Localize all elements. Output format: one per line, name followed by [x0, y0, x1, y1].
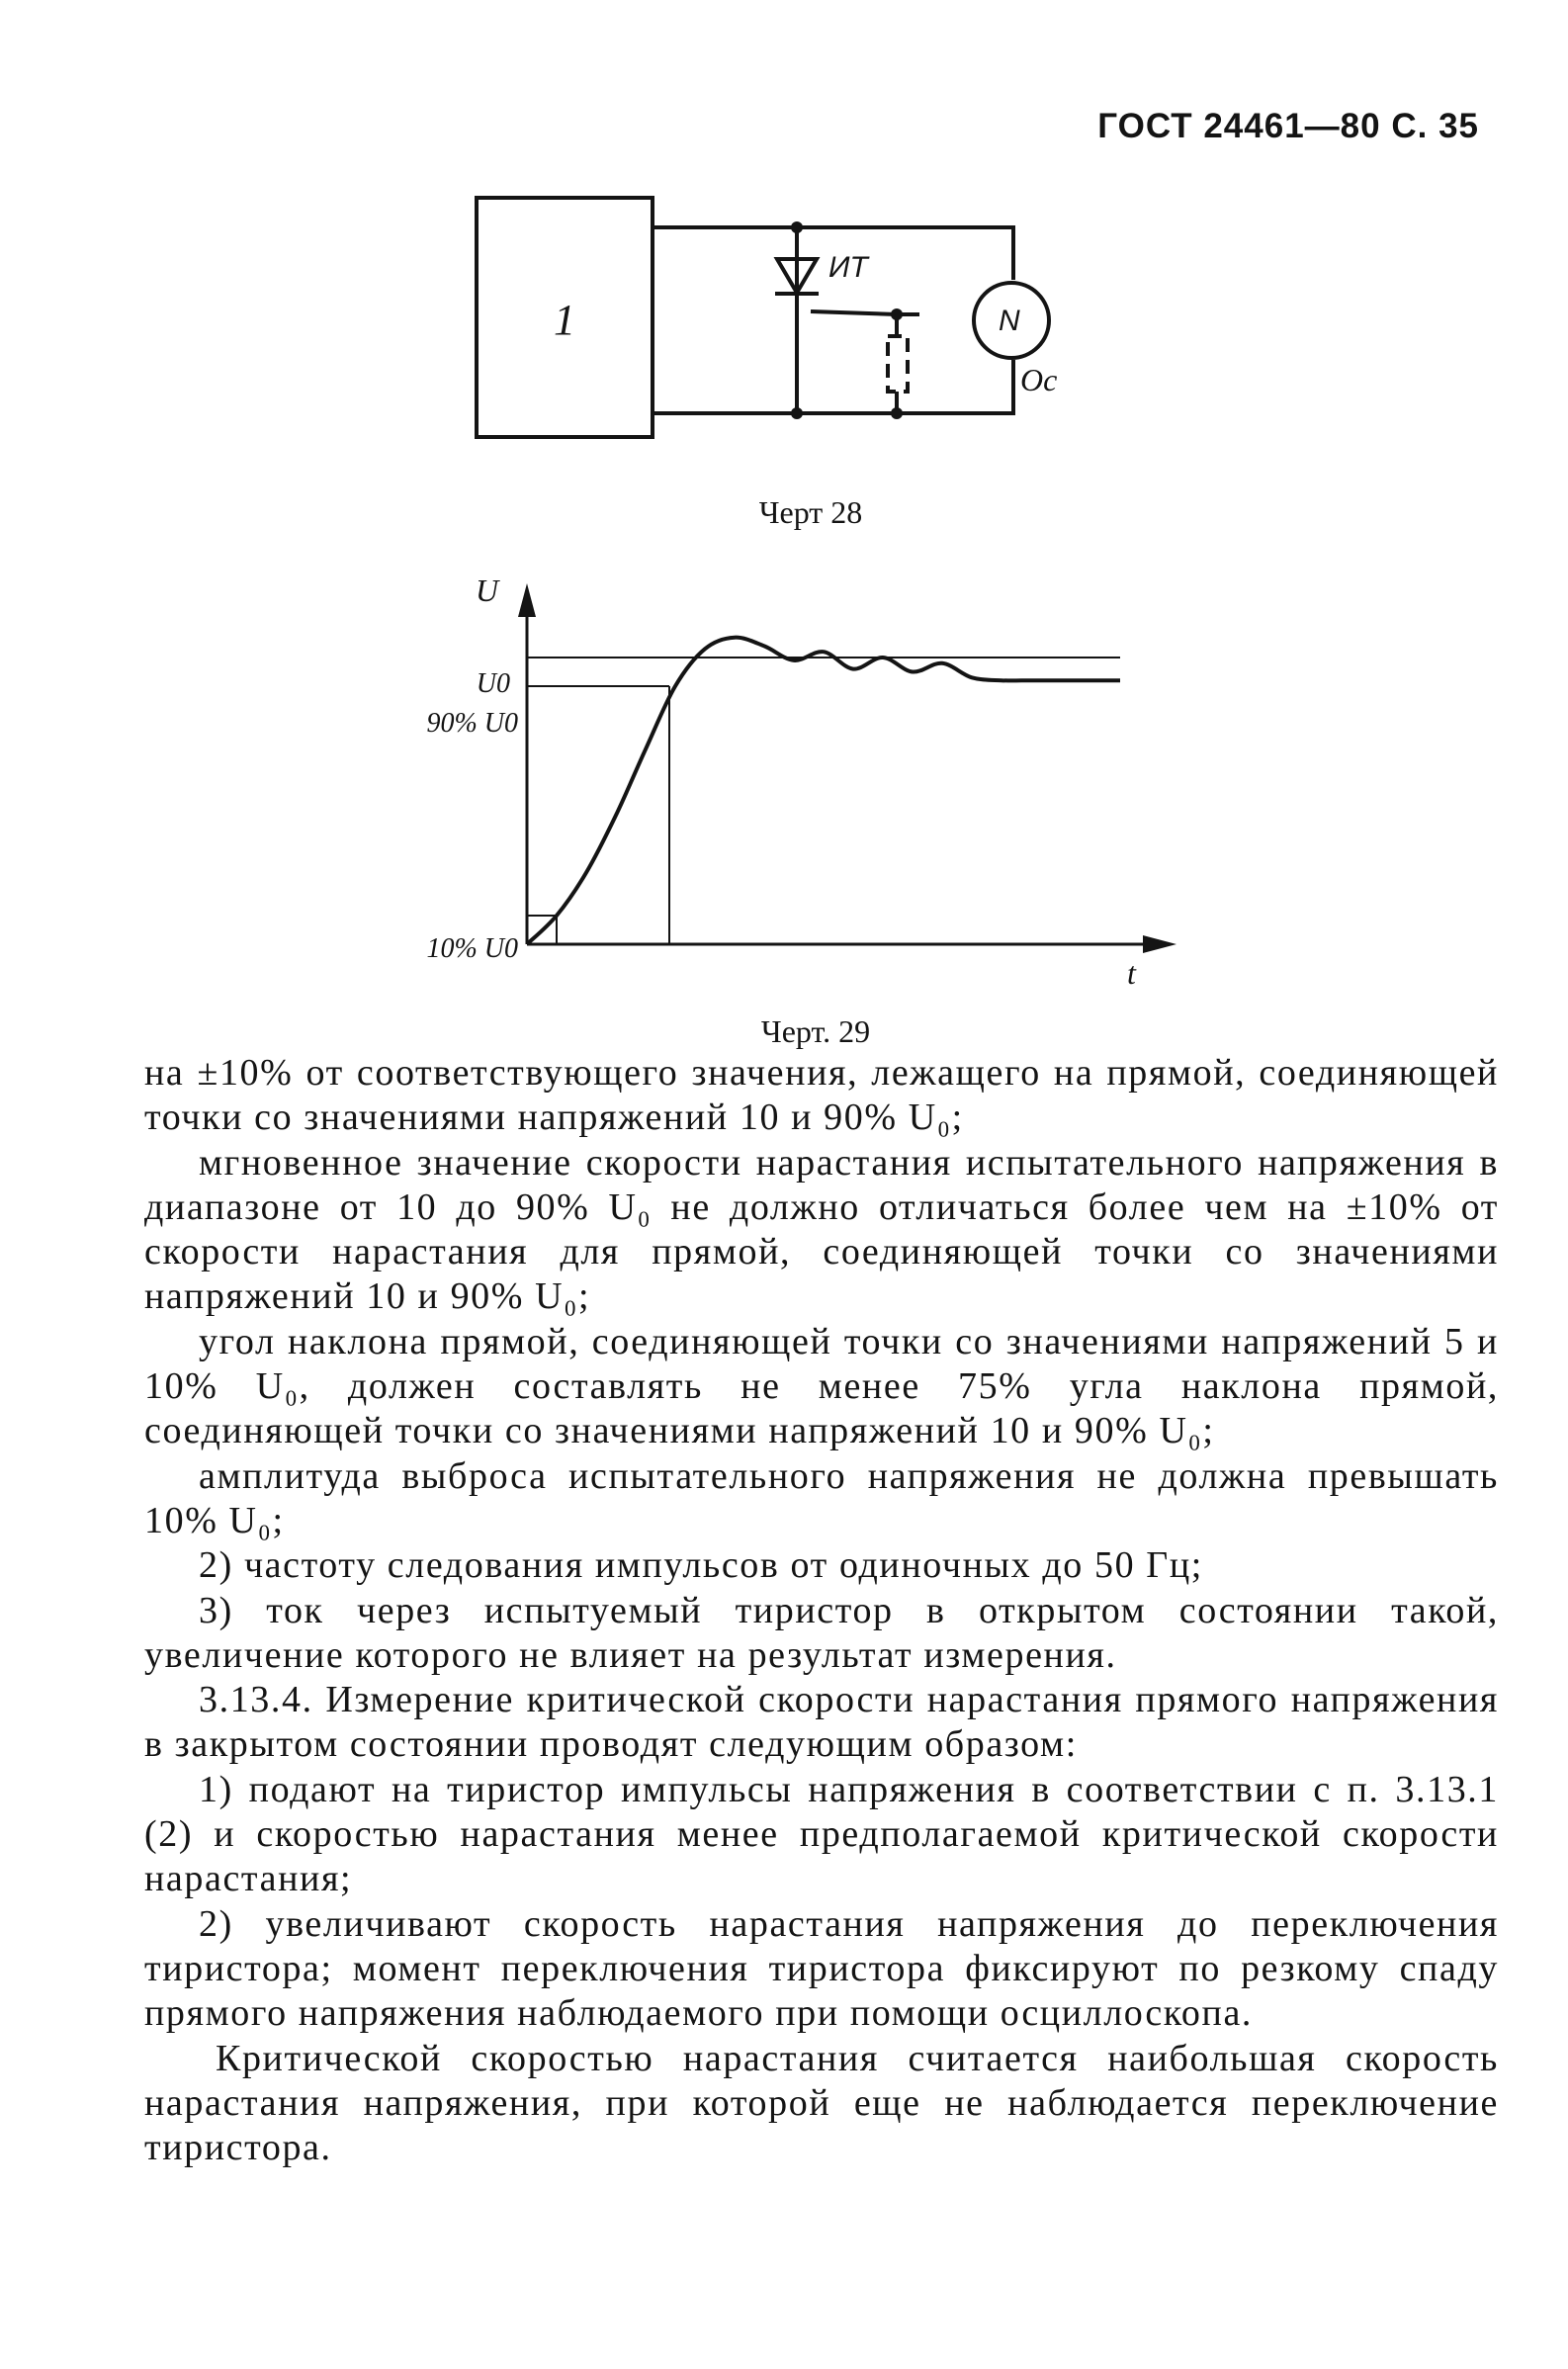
paragraph: 3) ток через испытуемый тиристор в открытом состоянии такой, увеличение которого не влияет на результат измерения.: [144, 1589, 1499, 1676]
paragraph: 1) подают на тиристор импульсы напряжения в соответствии с п. 3.13.1 (2) и скоростью нарастания менее предполагаемой критической скорости нарастания;: [144, 1768, 1499, 1900]
paragraph: 2) увеличивают скорость нарастания напряжения до переключения тиристора; момент переключения тиристора фиксируют по резкому спаду прямого напряжения наблюдаемого при помощи осциллоскопа.: [144, 1902, 1499, 2035]
paragraph: Критической скоростью нарастания считается наибольшая скорость нарастания напряжения, при которой еще не наблюдается переключение тиристора.: [144, 2037, 1499, 2169]
standard-number: ГОСТ 24461—80: [1097, 107, 1381, 145]
paragraph: мгновенное значение скорости нарастания испытательного напряжения в диапазоне от 10 до 90% U₀ не должно отличаться более чем на ±10% от скорости нарастания для прямой, соединяющей точки со значениями напряжений 10 и 90% U₀;: [144, 1141, 1499, 1318]
paragraph: на ±10% от соответствующего значения, лежащего на прямой, соединяющей точки со значениями напряжений 10 и 90% U₀;: [144, 1052, 1499, 1139]
page-number: С. 35: [1391, 107, 1479, 145]
block-1-label: 1: [554, 296, 575, 344]
voltage-rise-chart: [0, 0, 1568, 1028]
y-axis-arrow: [518, 583, 536, 617]
body-text: [144, 1051, 1499, 2170]
paragraph: угол наклона прямой, соединяющей точки со значениями напряжений 5 и 10% U₀, должен составлять не менее 75% угла наклона прямой, соединяющей точки со значениями напряжений 10 и 90% U₀;: [144, 1320, 1499, 1452]
90-percent-level-label: 90% U0: [426, 708, 518, 739]
y-axis-label: U: [476, 572, 499, 608]
x-axis-label: t: [1127, 955, 1136, 991]
oscilloscope-label: Ос: [1020, 362, 1058, 397]
paragraph: амплитуда выброса испытательного напряжения не должна превышать 10% U₀;: [144, 1454, 1499, 1541]
meter-label: N: [999, 305, 1020, 337]
voltage-curve: [527, 638, 1120, 944]
figure29-caption: Черт. 29: [760, 1013, 871, 1049]
10-percent-level-label: 10% U0: [426, 933, 518, 964]
u0-level-label: U0: [476, 668, 510, 699]
x-axis-arrow: [1143, 935, 1176, 953]
figure28-caption: Черт 28: [758, 494, 863, 530]
paragraph: 2) частоту следования импульсов от одиночных до 50 Гц;: [199, 1544, 1203, 1587]
paragraph: 3.13.4. Измерение критической скорости нарастания прямого напряжения в закрытом состоянии проводят следующим образом:: [144, 1679, 1499, 1766]
thyristor-label: ИТ: [828, 251, 868, 284]
